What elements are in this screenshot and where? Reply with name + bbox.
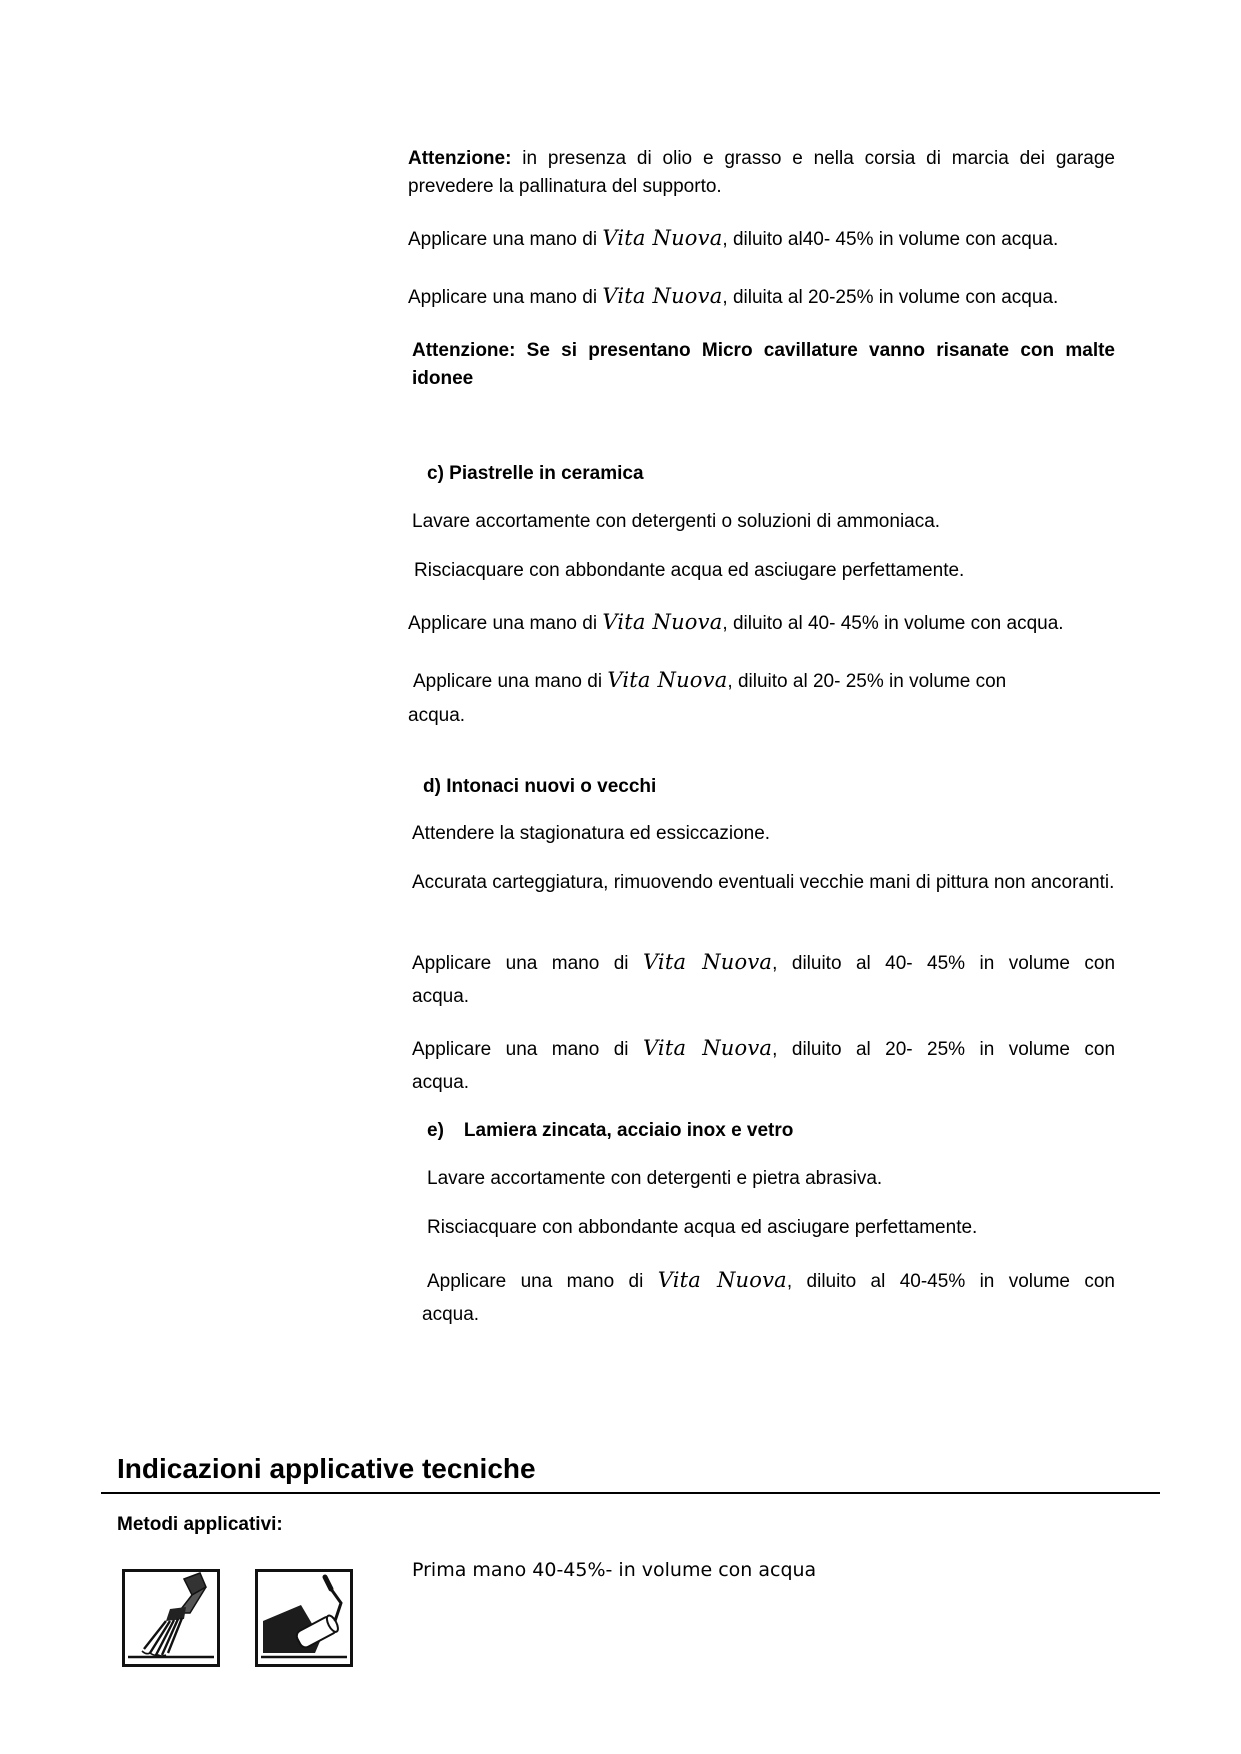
instruction-b2 xyxy=(408,224,1128,254)
paintbrush-icon xyxy=(122,1569,220,1667)
methods-label: Metodi applicativi: xyxy=(117,1514,283,1535)
section-c-heading: c) Piastrelle in ceramica xyxy=(427,463,644,484)
instruction-text: Applicare una mano di xyxy=(408,229,603,250)
instruction-text: , diluito al 20- 25% in volume con xyxy=(727,671,1007,692)
section-e-title: Lamiera zincata, acciaio inox e vetro xyxy=(463,1120,794,1141)
attention-note-2: Attenzione: Se si presentano Micro cavillature vanno risanate con malte idonee xyxy=(412,340,1115,389)
section-e-label: e) xyxy=(427,1120,444,1141)
instruction-text: Applicare una mano di xyxy=(427,1271,658,1292)
instruction-text: , diluito al 20- 25% in volume con xyxy=(772,1039,1116,1060)
section-d-p3 xyxy=(412,948,1115,978)
section-d-p3-cont: acqua. xyxy=(412,986,470,1007)
section-d-heading: d) Intonaci nuovi o vecchi xyxy=(423,776,657,797)
section-c-p4-cont: acqua. xyxy=(408,705,466,726)
section-c-p3 xyxy=(408,608,1128,638)
instruction-text: Applicare una mano di xyxy=(412,953,643,974)
instruction-b3 xyxy=(408,282,1128,312)
section-e-p2: Risciacquare con abbondante acqua ed asciugare perfettamente. xyxy=(427,1217,978,1238)
section-d-p1: Attendere la stagionatura ed essiccazione. xyxy=(412,823,771,844)
attention-note-1 xyxy=(408,145,1115,201)
section-d-p4 xyxy=(412,1034,1115,1064)
brand-name: Vita Nuova xyxy=(642,950,773,974)
brand-name: Vita Nuova xyxy=(642,1036,773,1060)
instruction-text: Applicare una mano di xyxy=(408,287,603,308)
attention-text: in presenza di olio e grasso e nella corsia di marcia dei garage prevedere la pallinatura del supporto. xyxy=(408,148,1115,197)
section-divider xyxy=(101,1492,1160,1494)
section-c-p4 xyxy=(413,666,1113,696)
dilution-note: Prima mano 40-45%- in volume con acqua xyxy=(412,1559,817,1581)
section-d-p2: Accurata carteggiatura, rimuovendo eventuali vecchie mani di pittura non ancoranti. xyxy=(412,872,1115,893)
paint-roller-icon xyxy=(255,1569,353,1667)
instruction-text: , diluito al40- 45% in volume con acqua. xyxy=(722,229,1059,250)
brand-name: Vita Nuova xyxy=(657,1268,787,1292)
instruction-text: Applicare una mano di xyxy=(413,671,608,692)
section-d-p4-cont: acqua. xyxy=(412,1072,470,1093)
instruction-text: , diluito al 40- 45% in volume con xyxy=(772,953,1116,974)
brand-name: Vita Nuova xyxy=(607,668,728,692)
section-e-p3-cont: acqua. xyxy=(422,1304,480,1325)
tech-section-title: Indicazioni applicative tecniche xyxy=(117,1453,536,1484)
section-c-p2: Risciacquare con abbondante acqua ed asciugare perfettamente. xyxy=(414,560,965,581)
instruction-text: Applicare una mano di xyxy=(412,1039,643,1060)
section-e-p1: Lavare accortamente con detergenti e pietra abrasiva. xyxy=(427,1168,883,1189)
brand-name: Vita Nuova xyxy=(602,284,723,308)
brand-name: Vita Nuova xyxy=(602,610,723,634)
section-e-p3 xyxy=(427,1266,1115,1296)
instruction-text: , diluito al 40- 45% in volume con acqua. xyxy=(722,613,1064,634)
instruction-text: , diluita al 20-25% in volume con acqua. xyxy=(722,287,1059,308)
brand-name: Vita Nuova xyxy=(602,226,723,250)
section-e-heading xyxy=(427,1117,793,1145)
attention-label: Attenzione: xyxy=(408,148,512,169)
instruction-text: Applicare una mano di xyxy=(408,613,603,634)
section-c-p1: Lavare accortamente con detergenti o soluzioni di ammoniaca. xyxy=(412,511,941,532)
instruction-text: , diluito al 40-45% in volume con xyxy=(786,1271,1115,1292)
